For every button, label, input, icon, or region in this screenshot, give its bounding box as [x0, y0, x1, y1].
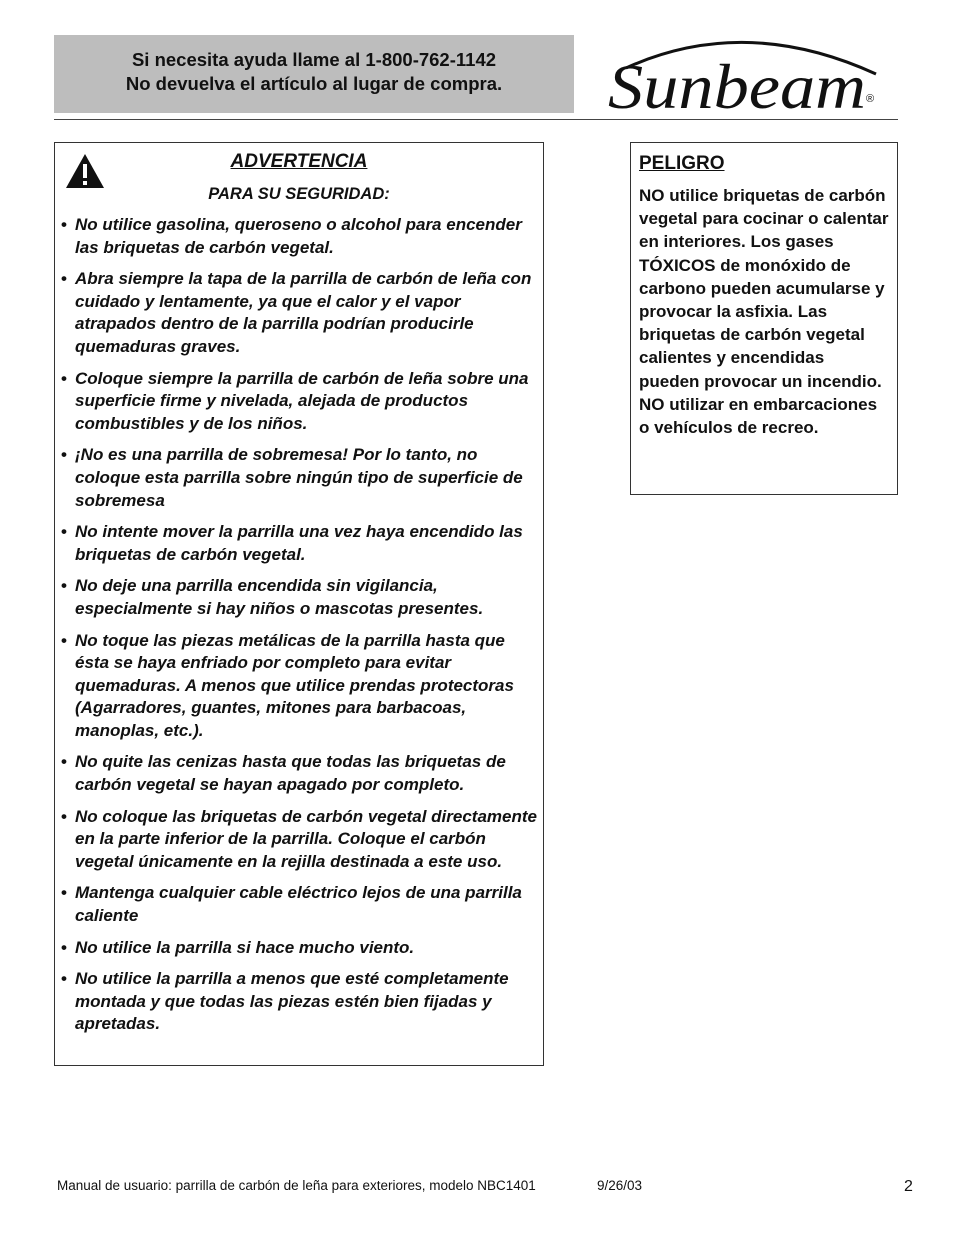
warning-item: [61, 214, 537, 259]
warning-item-text: Mantenga cualquier cable eléctrico lejos de una parrilla caliente: [75, 883, 522, 926]
warning-item-text: No utilice la parrilla si hace mucho viento.: [75, 937, 415, 957]
warning-item: [61, 575, 537, 620]
warning-item-text: No deje una parrilla encendida sin vigilancia, especialmente si hay niños o mascotas presentes.: [75, 576, 484, 618]
warning-title: ADVERTENCIA: [230, 151, 368, 172]
bullet: •: [61, 215, 67, 234]
warning-item: [61, 268, 537, 358]
warning-item: [61, 937, 537, 960]
warning-item-text: No toque las piezas metálicas de la parrilla hasta que ésta se haya enfriado por completo para evitar quemaduras. A menos que utilice prendas protectoras (Agarradores, guantes, mitones para barbacoas, manoplas, etc.).: [75, 630, 514, 740]
sunbeam-logo: [600, 28, 900, 124]
bullet: •: [61, 969, 67, 989]
warning-item: [61, 806, 537, 874]
bullet: •: [61, 269, 67, 289]
logo-wordmark: Sunbeam: [608, 51, 866, 122]
warning-item: [61, 630, 537, 743]
registered-mark: ®: [866, 93, 875, 105]
warning-item: [61, 968, 537, 1036]
danger-text: NO utilice briquetas de carbón vegetal para cocinar o calentar en interiores. Los gases TÓXICOS de monóxido de carbono pueden acumularse y provocar la asfixia. Las briquetas de carbón vegetal calientes y encendidas pueden provocar un incendio. NO utilizar en embarcaciones o vehículos de recreo.: [639, 186, 889, 438]
bullet: •: [61, 806, 67, 826]
warning-item-text: No quite las cenizas hasta que todas las briquetas de carbón vegetal se hayan apagado por completo.: [75, 752, 506, 795]
warning-item-text: No utilice gasolina, queroseno o alcohol para encender las briquetas de carbón vegetal.: [75, 215, 522, 257]
warning-item-text: ¡No es una parrilla de sobremesa! Por lo tanto, no coloque esta parrilla sobre ningún tipo de superficie de sobremesa: [75, 445, 523, 510]
bullet: •: [61, 883, 67, 903]
footer-manual-title: Manual de usuario: parrilla de carbón de leña para exteriores, modelo NBC1401: [57, 1178, 536, 1193]
warning-box: [54, 142, 544, 1066]
warning-item-text: No coloque las briquetas de carbón vegetal directamente en la parte inferior de la parrilla. Coloque el carbón vegetal únicamente en la rejilla destinada a este uso.: [75, 806, 537, 871]
bullet: •: [61, 752, 67, 772]
help-banner: [54, 35, 574, 113]
bullet: •: [61, 937, 67, 957]
warning-item: [61, 444, 537, 512]
warning-item: [61, 751, 537, 796]
page-number: 2: [904, 1178, 913, 1195]
warning-item: [61, 368, 537, 436]
warning-item-text: Abra siempre la tapa de la parrilla de carbón de leña con cuidado y lentamente, ya que el calor y el vapor atrapados dentro de la parrilla podrían producirle quemaduras graves.: [75, 269, 532, 356]
warning-item-text: Coloque siempre la parrilla de carbón de leña sobre una superficie firme y nivelada, alejada de productos combustibles y de los niños.: [75, 368, 529, 433]
warning-item-text: No utilice la parrilla a menos que esté completamente montada y que todas las piezas estén bien fijadas y apretadas.: [75, 969, 509, 1034]
warning-item: [61, 882, 537, 927]
bullet: •: [61, 630, 67, 650]
warning-item: [61, 521, 537, 566]
header-divider: [54, 119, 898, 120]
danger-title: PELIGRO: [639, 153, 725, 174]
help-phone-line: Si necesita ayuda llame al 1-800-762-1142: [131, 49, 497, 70]
footer-date: 9/26/03: [597, 1178, 643, 1193]
bullet: •: [61, 445, 67, 465]
warning-item-text: No intente mover la parrilla una vez haya encendido las briquetas de carbón vegetal.: [75, 522, 523, 564]
warning-list: [61, 214, 537, 1045]
bullet: •: [61, 576, 67, 596]
bullet: •: [61, 522, 67, 542]
return-notice-line: No devuelva el artículo al lugar de compra.: [125, 73, 503, 94]
danger-box: [630, 142, 898, 495]
warning-subtitle: PARA SU SEGURIDAD:: [208, 185, 390, 203]
bullet: •: [61, 368, 67, 388]
